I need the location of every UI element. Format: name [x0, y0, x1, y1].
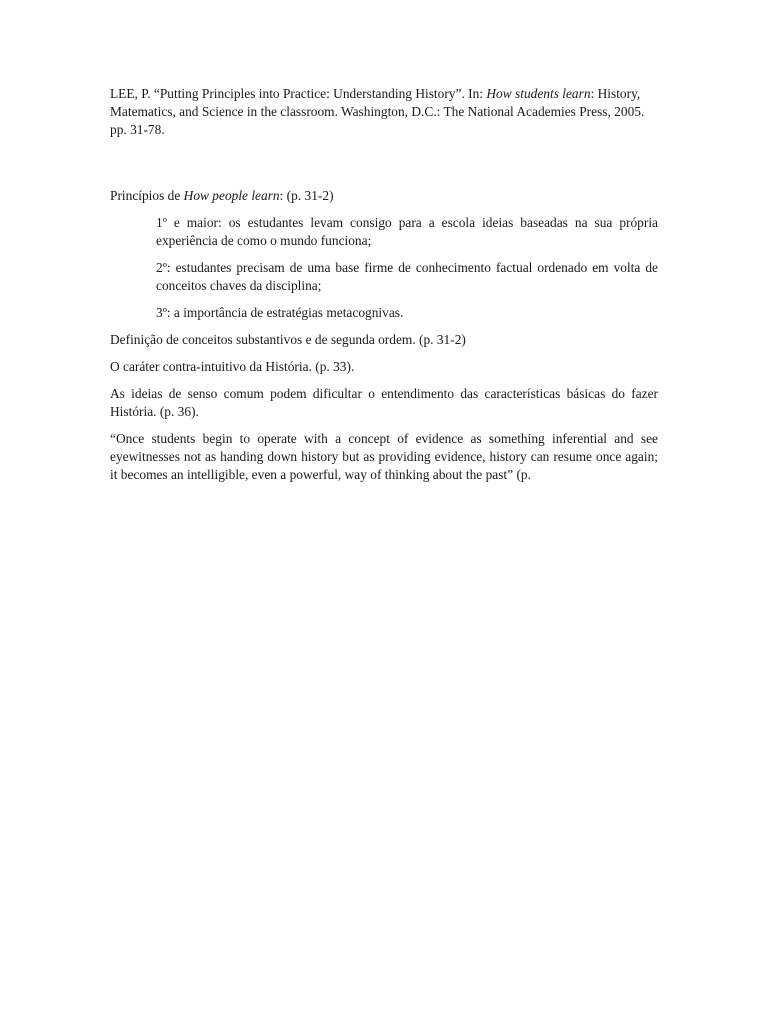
paragraph-counter-intuitive: O caráter contra-intuitivo da História. (p. 33). [110, 359, 355, 374]
principle-item-1: 1º e maior: os estudantes levam consigo para a escola ideias baseadas na sua própria experiência de como o mundo funciona; [156, 215, 658, 248]
citation-publication-details: : History, Matematics, and Science in the classroom. Washington, D.C.: The National Academies Press, 2005. pp. 31-78. [110, 86, 645, 137]
principles-heading-page-ref: : (p. 31-2) [279, 188, 334, 203]
citation-book-title: How students learn [486, 86, 591, 101]
principle-item-3: 3º: a importância de estratégias metacognivas. [156, 305, 404, 320]
citation-author-title: LEE, P. “Putting Principles into Practice: Understanding History”. In: [110, 86, 487, 101]
principles-heading-prefix: Princípios de [110, 188, 184, 203]
paragraph-common-sense: As ideias de senso comum podem dificultar o entendimento das características básicas do fazer História. (p. 36). [110, 386, 658, 419]
paragraph-evidence-quote: “Once students begin to operate with a concept of evidence as something inferential and see eyewitnesses not as handing down history but as providing evidence, history can resume once again; it becomes an intelligible, even a powerful, way of thinking about the past” (p. [110, 431, 658, 482]
bibliographic-citation [110, 85, 658, 139]
document-page [110, 85, 658, 493]
paragraph-concepts-definition: Definição de conceitos substantivos e de segunda ordem. (p. 31-2) [110, 332, 466, 347]
principles-heading-book-title: How people learn [183, 188, 280, 203]
principles-heading [110, 187, 658, 205]
principle-item-2: 2º: estudantes precisam de uma base firme de conhecimento factual ordenado em volta de conceitos chaves da disciplina; [156, 260, 658, 293]
